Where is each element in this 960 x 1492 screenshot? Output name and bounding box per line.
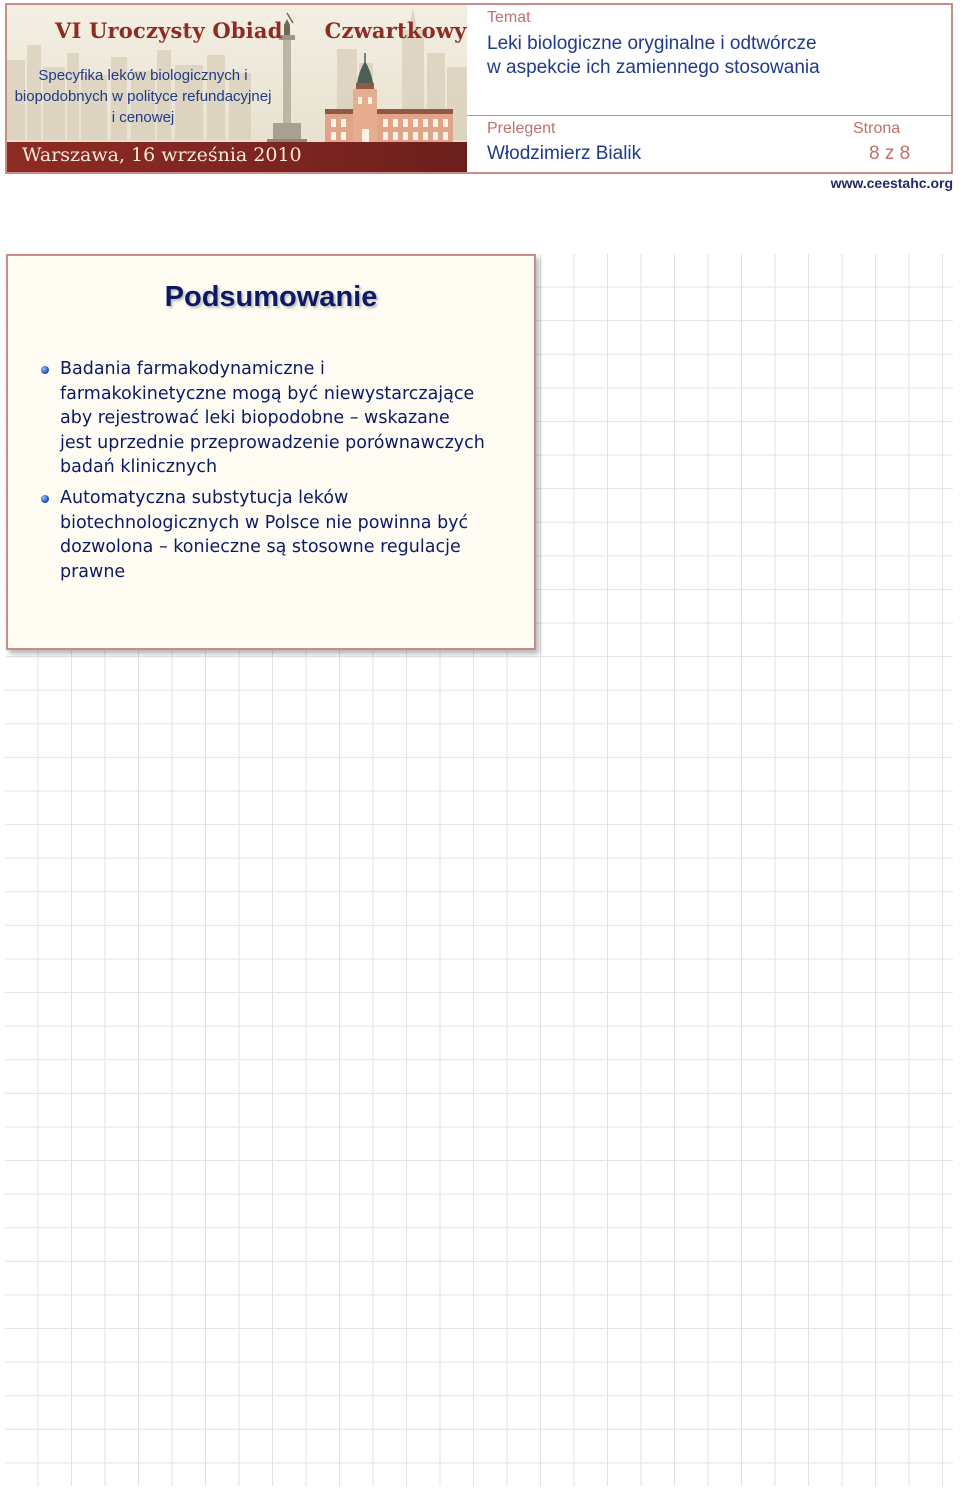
topic-value: Leki biologiczne oryginalne i odtwórcze w aspekcie ich zamiennego stosowania <box>487 33 820 78</box>
event-date-strip <box>7 142 467 172</box>
page-number: 8 z 8 <box>869 143 911 164</box>
slide-bullet-item <box>38 357 508 480</box>
speaker-label: Prelegent <box>487 120 556 137</box>
slide-bullet-text: Automatyczna substytucja leków biotechnologicznych w Polsce nie powinna być dozwolona – konieczne są stosowne regulacje prawne <box>60 487 469 582</box>
slide-bullet-text: Badania farmakodynamiczne i farmakokinetyczne mogą być niewystarczające aby rejestrować leki biopodobne – wskazane jest uprzednie przeprowadzenie porównawczych badań klinicznych <box>60 359 485 478</box>
event-title <box>55 18 467 43</box>
event-subtitle: Specyfika leków biologicznych i biopodobnych w polityce refundacyjnej i cenowej <box>14 67 272 126</box>
event-date: Warszawa, 16 września 2010 <box>22 144 302 166</box>
slide-title: Podsumowanie <box>164 281 378 313</box>
page-label: Strona <box>853 120 901 137</box>
handout-header <box>5 3 953 174</box>
event-title-part1: VI Uroczysty Obiad <box>55 18 283 43</box>
speaker-value: Włodzimierz Bialik <box>487 143 642 164</box>
slide-bullet-list <box>38 357 508 590</box>
presentation-meta <box>467 5 951 172</box>
topic-label: Temat <box>487 9 531 26</box>
slide-bullet-item <box>38 486 508 584</box>
event-title-part2: Czwartkowy <box>324 18 467 43</box>
bullet-dot-icon <box>41 495 49 503</box>
meta-divider <box>467 115 951 116</box>
slide-thumbnail <box>6 254 536 650</box>
website-link[interactable]: www.ceestahc.org <box>830 175 953 191</box>
event-banner <box>7 5 467 172</box>
bullet-dot-icon <box>41 366 49 374</box>
